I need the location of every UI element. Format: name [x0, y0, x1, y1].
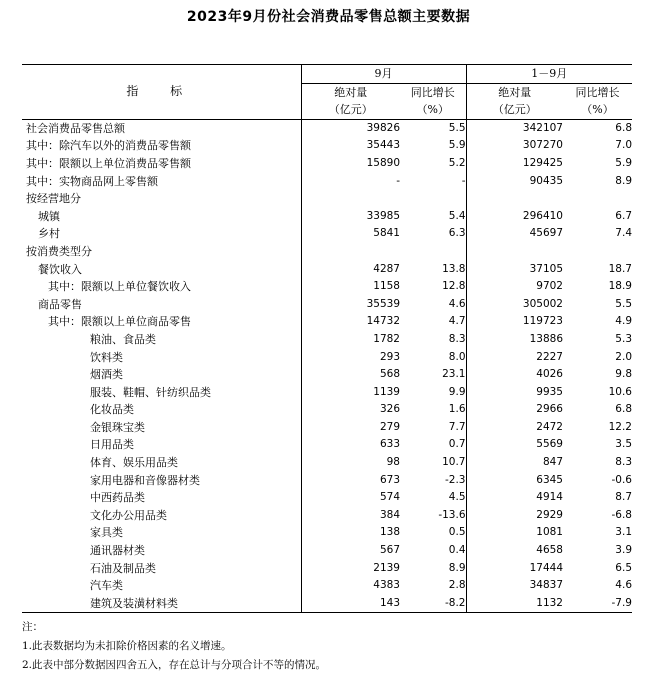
month-value-cell: 574 [379, 491, 400, 504]
month-yoy-cell: 23.1 [400, 366, 466, 384]
month-value-cell: 35443 [366, 139, 400, 152]
row-label: 金银珠宝类 [22, 419, 301, 437]
table-row [22, 436, 632, 454]
table-row [22, 419, 632, 437]
month-value-cell: 673 [379, 473, 400, 486]
ytd-yoy-cell: 5.3 [615, 332, 632, 345]
table-row [22, 190, 632, 208]
note-item: 1.此表数据均为未扣除价格因素的名义增速。 [22, 640, 232, 652]
month-yoy-cell: 10.7 [400, 454, 466, 472]
month-value-cell: 279 [379, 420, 400, 433]
month-yoy-cell: 5.4 [400, 208, 466, 226]
row-label: 其中：限额以上单位餐饮收入 [22, 278, 301, 296]
ytd-yoy-header: 同比增长 （%） [563, 83, 632, 119]
table-row [22, 243, 632, 261]
month-value-cell: 1158 [373, 280, 400, 293]
month-yoy-cell: 4.6 [400, 296, 466, 314]
row-label: 家具类 [22, 524, 301, 542]
ytd-value-cell: 2966 [536, 403, 563, 416]
table-row [22, 331, 632, 349]
ytd-value-cell [466, 243, 563, 261]
row-label: 按消费类型分 [22, 243, 301, 261]
month-yoy-cell: -8.2 [400, 595, 466, 613]
month-value-cell: 39826 [366, 121, 400, 134]
month-yoy-cell: 8.0 [400, 349, 466, 367]
ytd-yoy-cell: 9.8 [615, 368, 632, 381]
month-yoy-cell: 8.3 [400, 331, 466, 349]
month-value-cell [301, 190, 400, 208]
ytd-value-cell: 296410 [522, 209, 563, 222]
month-yoy-cell: 13.8 [400, 261, 466, 279]
ytd-value-cell: 2227 [536, 350, 563, 363]
month-value-cell: 98 [386, 456, 400, 469]
table-row [22, 313, 632, 331]
table-row [22, 261, 632, 279]
month-yoy-cell: 5.5 [400, 119, 466, 137]
month-value-cell: 1782 [373, 332, 400, 345]
table-row [22, 296, 632, 314]
month-value-cell: 138 [379, 526, 400, 539]
month-value-cell: 5841 [373, 227, 400, 240]
month-value-cell: 15890 [366, 156, 400, 169]
month-value-cell: - [396, 174, 400, 187]
ytd-yoy-cell: 4.6 [615, 579, 632, 592]
row-label: 服装、鞋帽、针纺织品类 [22, 384, 301, 402]
month-value-cell: 35539 [366, 297, 400, 310]
month-yoy-cell: 0.4 [400, 542, 466, 560]
row-label: 餐饮收入 [22, 261, 301, 279]
ytd-value-cell: 90435 [529, 174, 563, 187]
ytd-yoy-cell: 6.5 [615, 561, 632, 574]
table-row [22, 137, 632, 155]
ytd-value-cell: 342107 [522, 121, 563, 134]
note-item: 2.此表中部分数据因四舍五入，存在总计与分项合计不等的情况。 [22, 659, 327, 671]
table-row [22, 507, 632, 525]
row-label: 按经营地分 [22, 190, 301, 208]
month-yoy-cell: 7.7 [400, 419, 466, 437]
ytd-value-cell: 17444 [529, 561, 563, 574]
table-title: 2023年9月份社会消费品零售总额主要数据 [186, 9, 471, 25]
row-label: 石油及制品类 [22, 560, 301, 578]
table-row [22, 155, 632, 173]
month-yoy-cell: 5.2 [400, 155, 466, 173]
ytd-value-cell: 847 [542, 456, 563, 469]
row-label: 中西药品类 [22, 489, 301, 507]
ytd-yoy-cell: 6.7 [615, 209, 632, 222]
row-label: 乡村 [22, 225, 301, 243]
row-label: 社会消费品零售总额 [22, 119, 301, 137]
row-label: 饮料类 [22, 349, 301, 367]
table-row [22, 577, 632, 595]
ytd-yoy-cell: -7.9 [563, 595, 632, 613]
month-yoy-cell: 9.9 [400, 384, 466, 402]
month-value-cell: 143 [301, 595, 400, 613]
ytd-yoy-cell: 3.9 [615, 544, 632, 557]
month-yoy-cell: 8.9 [400, 560, 466, 578]
ytd-value-cell: 305002 [522, 297, 563, 310]
ytd-value-cell: 2929 [536, 508, 563, 521]
month-value-cell: 14732 [366, 315, 400, 328]
ytd-value-cell: 4914 [536, 491, 563, 504]
row-label: 日用品类 [22, 436, 301, 454]
month-yoy-cell: - [400, 173, 466, 191]
ytd-value-cell: 129425 [522, 156, 563, 169]
ytd-value-cell: 4026 [536, 368, 563, 381]
month-value-cell: 384 [379, 508, 400, 521]
ytd-yoy-cell: 8.7 [615, 491, 632, 504]
ytd-yoy-cell: 18.9 [608, 280, 632, 293]
row-label: 其中：除汽车以外的消费品零售额 [22, 137, 301, 155]
ytd-value-cell: 119723 [522, 315, 563, 328]
ytd-value-cell: 4658 [536, 544, 563, 557]
ytd-value-cell: 307270 [522, 139, 563, 152]
ytd-yoy-cell: 18.7 [608, 262, 632, 275]
month-yoy-cell: 0.7 [400, 436, 466, 454]
ytd-yoy-cell: -0.6 [611, 473, 632, 486]
ytd-value-cell: 45697 [529, 227, 563, 240]
table-row [22, 401, 632, 419]
ytd-value-cell: 9702 [536, 280, 563, 293]
ytd-value-cell: 9935 [536, 385, 563, 398]
ytd-yoy-cell [563, 190, 632, 208]
month-yoy-header: 同比增长 （%） [400, 83, 466, 119]
ytd-yoy-cell: 2.0 [615, 350, 632, 363]
month-yoy-cell [400, 190, 466, 208]
ytd-abs-header: 绝对量 （亿元） [466, 83, 563, 119]
ytd-yoy-cell: 4.9 [615, 315, 632, 328]
month-yoy-cell: 0.5 [400, 524, 466, 542]
ytd-value-cell: 37105 [529, 262, 563, 275]
row-label: 其中：限额以上单位消费品零售额 [22, 155, 301, 173]
ytd-value-cell [466, 190, 563, 208]
month-yoy-cell: 4.7 [400, 313, 466, 331]
ytd-value-cell: 5569 [536, 438, 563, 451]
table-row [22, 489, 632, 507]
ytd-value-cell: 1081 [536, 526, 563, 539]
indicator-header: 指 标 [22, 65, 301, 120]
row-label: 粮油、食品类 [22, 331, 301, 349]
table-row [22, 524, 632, 542]
month-value-cell: 293 [379, 350, 400, 363]
ytd-header: 1－9月 [466, 65, 632, 84]
row-label: 其中：实物商品网上零售额 [22, 173, 301, 191]
row-label: 文化办公用品类 [22, 507, 301, 525]
month-yoy-cell: -13.6 [400, 507, 466, 525]
ytd-value-cell: 2472 [536, 420, 563, 433]
ytd-value-cell: 6345 [536, 473, 563, 486]
table-row [22, 208, 632, 226]
ytd-yoy-cell: 7.0 [615, 139, 632, 152]
table-row [22, 542, 632, 560]
table-row [22, 384, 632, 402]
row-label: 城镇 [22, 208, 301, 226]
retail-sales-table [22, 64, 632, 613]
table-row [22, 349, 632, 367]
ytd-yoy-cell [563, 243, 632, 261]
table-row [22, 225, 632, 243]
row-label: 家用电器和音像器材类 [22, 472, 301, 490]
month-value-cell: 2139 [373, 561, 400, 574]
row-label: 烟酒类 [22, 366, 301, 384]
month-header: 9月 [301, 65, 466, 84]
ytd-yoy-cell: 12.2 [608, 420, 632, 433]
month-abs-header: 绝对量 （亿元） [301, 83, 400, 119]
table-row [22, 454, 632, 472]
row-label: 化妆品类 [22, 401, 301, 419]
ytd-yoy-cell: 10.6 [608, 385, 632, 398]
ytd-yoy-cell: 8.3 [615, 456, 632, 469]
month-value-cell: 568 [379, 368, 400, 381]
table-row [22, 560, 632, 578]
ytd-yoy-cell: 6.8 [615, 121, 632, 134]
ytd-yoy-cell: -6.8 [611, 508, 632, 521]
month-yoy-cell: 1.6 [400, 401, 466, 419]
ytd-yoy-cell: 5.9 [615, 156, 632, 169]
ytd-value-cell: 1132 [466, 595, 563, 613]
month-value-cell: 4287 [373, 262, 400, 275]
ytd-yoy-cell: 8.9 [615, 174, 632, 187]
ytd-yoy-cell: 5.5 [615, 297, 632, 310]
row-label: 其中：限额以上单位商品零售 [22, 313, 301, 331]
notes [22, 618, 326, 675]
table-row [22, 119, 632, 137]
table-row [22, 173, 632, 191]
month-value-cell: 4383 [373, 579, 400, 592]
table-row [22, 278, 632, 296]
month-yoy-cell: 12.8 [400, 278, 466, 296]
ytd-yoy-cell: 7.4 [615, 227, 632, 240]
row-label: 体育、娱乐用品类 [22, 454, 301, 472]
month-value-cell [301, 243, 400, 261]
month-yoy-cell: 6.3 [400, 225, 466, 243]
table-row [22, 472, 632, 490]
month-value-cell: 633 [379, 438, 400, 451]
month-yoy-cell: 2.8 [400, 577, 466, 595]
ytd-yoy-cell: 3.5 [615, 438, 632, 451]
notes-heading: 注： [22, 621, 43, 633]
month-value-cell: 567 [379, 544, 400, 557]
ytd-yoy-cell: 3.1 [615, 526, 632, 539]
table-row [22, 366, 632, 384]
month-yoy-cell: -2.3 [400, 472, 466, 490]
table-row [22, 595, 632, 613]
row-label: 汽车类 [22, 577, 301, 595]
table-body [22, 119, 632, 613]
month-value-cell: 326 [379, 403, 400, 416]
month-yoy-cell: 4.5 [400, 489, 466, 507]
ytd-value-cell: 13886 [529, 332, 563, 345]
ytd-value-cell: 34837 [529, 579, 563, 592]
row-label: 商品零售 [22, 296, 301, 314]
month-yoy-cell: 5.9 [400, 137, 466, 155]
row-label: 通讯器材类 [22, 542, 301, 560]
month-yoy-cell [400, 243, 466, 261]
month-value-cell: 33985 [366, 209, 400, 222]
ytd-yoy-cell: 6.8 [615, 403, 632, 416]
row-label: 建筑及装潢材料类 [22, 595, 301, 613]
month-value-cell: 1139 [373, 385, 400, 398]
